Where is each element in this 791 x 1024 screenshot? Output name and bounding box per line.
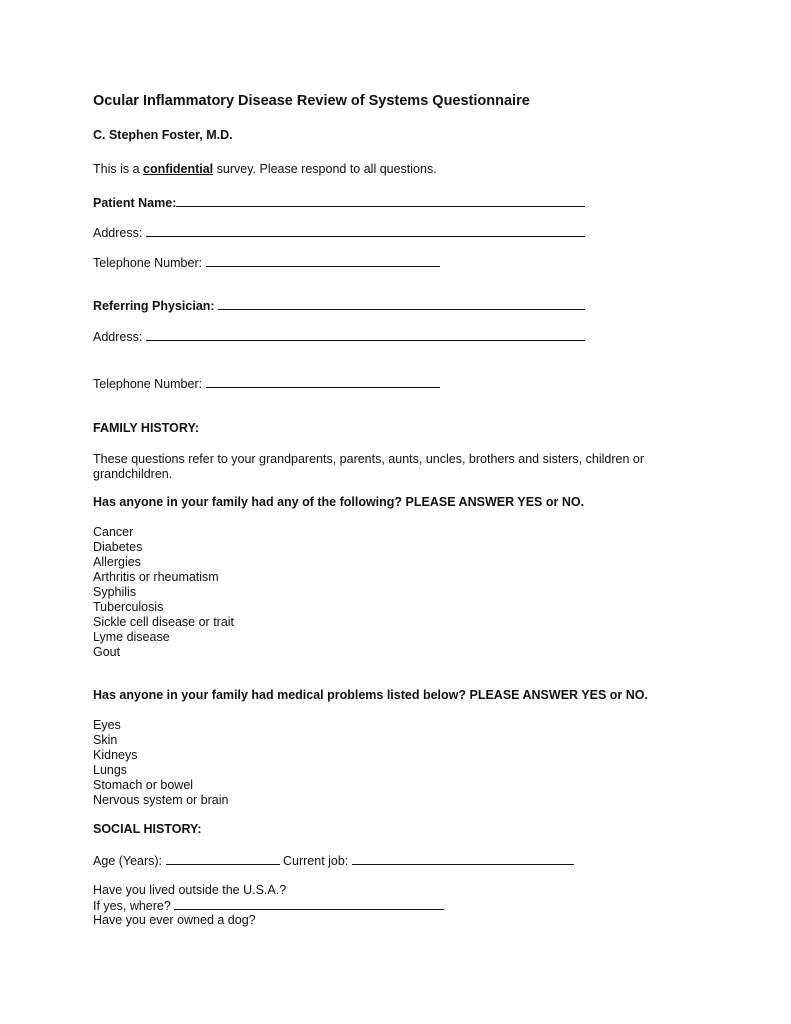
physician-address-row	[93, 329, 585, 345]
list-item: Eyes	[93, 718, 121, 732]
patient-name-field[interactable]	[176, 195, 585, 207]
age-label: Age (Years):	[93, 854, 163, 868]
family-history-description: These questions refer to your grandparents, parents, aunts, uncles, brothers and sisters, children or grandchildren.	[93, 452, 644, 481]
list-item: Lungs	[93, 763, 128, 777]
patient-name-label: Patient Name:	[93, 196, 177, 210]
list-item: Gout	[93, 645, 121, 659]
family-history-heading: FAMILY HISTORY:	[93, 421, 200, 435]
list-item: Allergies	[93, 555, 141, 569]
intro-before: This is a	[93, 162, 144, 176]
where-row	[93, 898, 444, 914]
list-item: Nervous system or brain	[93, 793, 229, 807]
lived-outside-question: Have you lived outside the U.S.A.?	[93, 883, 287, 897]
intro-text	[93, 162, 437, 177]
job-label: Current job:	[283, 854, 349, 868]
physician-phone-field[interactable]	[206, 376, 440, 388]
job-field[interactable]	[352, 853, 574, 865]
physician-address-field[interactable]	[146, 329, 585, 341]
patient-address-label: Address:	[93, 226, 143, 240]
age-job-row	[93, 853, 574, 869]
dog-question: Have you ever owned a dog?	[93, 913, 256, 927]
physician-name-label: Referring Physician:	[93, 299, 215, 313]
list-item: Diabetes	[93, 540, 143, 554]
list-item: Kidneys	[93, 748, 138, 762]
confidential-emphasis: confidential	[143, 162, 214, 176]
condition-list-1	[93, 525, 234, 660]
where-field[interactable]	[174, 898, 444, 910]
list-item: Stomach or bowel	[93, 778, 194, 792]
social-history-heading: SOCIAL HISTORY:	[93, 822, 202, 836]
patient-phone-row	[93, 255, 440, 271]
physician-phone-row	[93, 376, 440, 392]
patient-phone-field[interactable]	[206, 255, 440, 267]
where-label: If yes, where?	[93, 899, 171, 913]
patient-phone-label: Telephone Number:	[93, 256, 203, 270]
physician-name-row	[93, 298, 585, 314]
family-question-1: Has anyone in your family had any of the following? PLEASE ANSWER YES or NO.	[93, 495, 585, 509]
patient-address-field[interactable]	[146, 225, 585, 237]
physician-phone-label: Telephone Number:	[93, 377, 203, 391]
list-item: Cancer	[93, 525, 134, 539]
list-item: Syphilis	[93, 585, 137, 599]
list-item: Tuberculosis	[93, 600, 164, 614]
family-question-2: Has anyone in your family had medical problems listed below? PLEASE ANSWER YES or NO.	[93, 688, 648, 702]
physician-address-label: Address:	[93, 330, 143, 344]
intro-after: survey. Please respond to all questions.	[213, 162, 437, 176]
list-item: Arthritis or rheumatism	[93, 570, 219, 584]
condition-list-2	[93, 718, 228, 808]
patient-name-row	[93, 195, 585, 211]
physician-name-field[interactable]	[218, 298, 585, 310]
author-name: C. Stephen Foster, M.D.	[93, 128, 233, 142]
list-item: Skin	[93, 733, 118, 747]
list-item: Lyme disease	[93, 630, 170, 644]
age-field[interactable]	[166, 853, 280, 865]
list-item: Sickle cell disease or trait	[93, 615, 235, 629]
patient-address-row	[93, 225, 585, 241]
page-title: Ocular Inflammatory Disease Review of Systems Questionnaire	[93, 93, 530, 109]
